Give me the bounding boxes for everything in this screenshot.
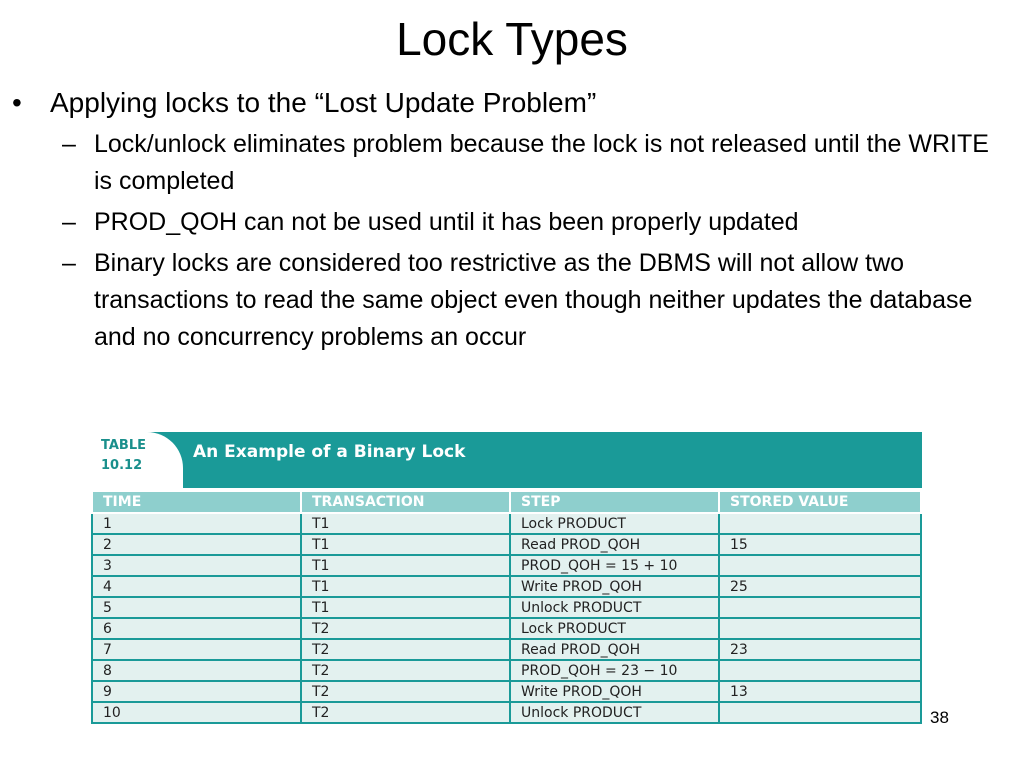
cell-stored-value [719, 660, 921, 681]
table-body [92, 513, 921, 723]
bullet-list [0, 84, 1024, 356]
cell-transaction: T2 [301, 681, 510, 702]
cell-step: Write PROD_QOH [510, 576, 719, 597]
cell-time: 1 [92, 513, 301, 534]
sub-bullet-lock-unlock [62, 126, 994, 200]
table-row [92, 681, 921, 702]
table-row [92, 534, 921, 555]
table-row [92, 513, 921, 534]
cell-step: PROD_QOH = 23 − 10 [510, 660, 719, 681]
table-label-line2: 10.12 [101, 458, 143, 473]
table-caption: An Example of a Binary Lock [193, 442, 466, 462]
cell-stored-value: 23 [719, 639, 921, 660]
cell-stored-value [719, 618, 921, 639]
bullet-marker: • [12, 87, 22, 118]
cell-stored-value [719, 702, 921, 723]
sub-bullet-marker: – [62, 208, 76, 236]
cell-time: 9 [92, 681, 301, 702]
cell-step: Write PROD_QOH [510, 681, 719, 702]
cell-time: 8 [92, 660, 301, 681]
column-header-stored-value: STORED VALUE [719, 491, 921, 513]
column-header-transaction: TRANSACTION [301, 491, 510, 513]
sub-bullet-text: PROD_QOH can not be used until it has been properly updated [94, 208, 799, 236]
bullet-main-text: Applying locks to the “Lost Update Problem” [50, 87, 597, 118]
cell-step: Read PROD_QOH [510, 639, 719, 660]
table-row [92, 660, 921, 681]
cell-transaction: T1 [301, 555, 510, 576]
cell-stored-value: 13 [719, 681, 921, 702]
table-number-label [101, 436, 146, 476]
sub-bullet-text: Binary locks are considered too restrictive as the DBMS will not allow two transactions to read the same object even though neither updates the database and no concurrency problems an occur [94, 249, 973, 351]
cell-step: Unlock PRODUCT [510, 702, 719, 723]
cell-transaction: T1 [301, 597, 510, 618]
sub-bullet-marker: – [62, 249, 76, 277]
cell-step: Read PROD_QOH [510, 534, 719, 555]
cell-stored-value [719, 597, 921, 618]
cell-step: Lock PRODUCT [510, 513, 719, 534]
cell-time: 2 [92, 534, 301, 555]
sub-bullet-prod-qoh [62, 204, 994, 241]
column-header-step: STEP [510, 491, 719, 513]
lock-table [91, 490, 922, 724]
table-row [92, 702, 921, 723]
cell-step: PROD_QOH = 15 + 10 [510, 555, 719, 576]
cell-time: 3 [92, 555, 301, 576]
sub-bullet-binary-locks [62, 245, 994, 356]
cell-time: 7 [92, 639, 301, 660]
cell-step: Unlock PRODUCT [510, 597, 719, 618]
table-label-box [91, 432, 183, 488]
sub-bullet-marker: – [62, 130, 76, 158]
bullet-main [12, 84, 990, 122]
table-label-line1: TABLE [101, 438, 146, 453]
cell-time: 4 [92, 576, 301, 597]
cell-time: 6 [92, 618, 301, 639]
table-row [92, 618, 921, 639]
slide-title: Lock Types [396, 13, 628, 65]
cell-stored-value: 15 [719, 534, 921, 555]
cell-transaction: T2 [301, 639, 510, 660]
column-header-time: TIME [92, 491, 301, 513]
cell-transaction: T2 [301, 702, 510, 723]
table-header-row [92, 491, 921, 513]
table-row [92, 555, 921, 576]
table-row [92, 597, 921, 618]
cell-transaction: T1 [301, 513, 510, 534]
cell-transaction: T1 [301, 576, 510, 597]
cell-transaction: T2 [301, 660, 510, 681]
table-row [92, 576, 921, 597]
table-header-band [91, 432, 922, 488]
page-number: 38 [930, 708, 949, 727]
cell-step: Lock PRODUCT [510, 618, 719, 639]
cell-stored-value: 25 [719, 576, 921, 597]
cell-stored-value [719, 513, 921, 534]
sub-bullet-text: Lock/unlock eliminates problem because the lock is not released until the WRITE is completed [94, 130, 989, 195]
table-row [92, 639, 921, 660]
cell-time: 5 [92, 597, 301, 618]
cell-transaction: T2 [301, 618, 510, 639]
binary-lock-table-figure [91, 432, 922, 742]
cell-stored-value [719, 555, 921, 576]
cell-time: 10 [92, 702, 301, 723]
cell-transaction: T1 [301, 534, 510, 555]
